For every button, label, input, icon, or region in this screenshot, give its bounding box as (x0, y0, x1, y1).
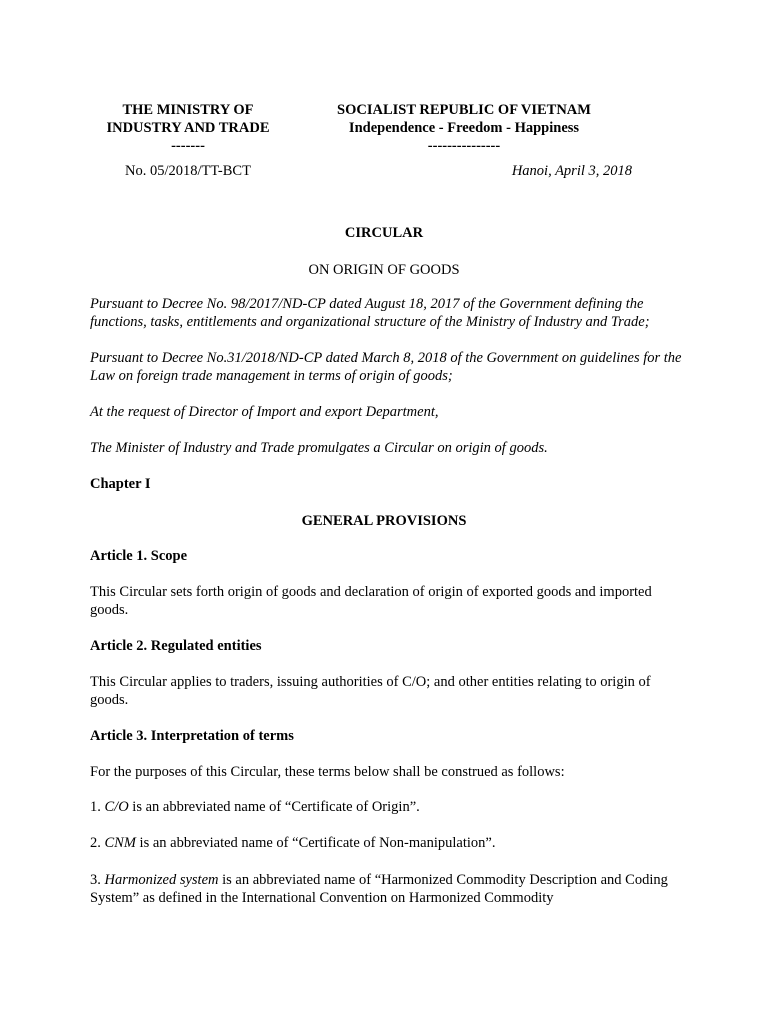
country-name: SOCIALIST REPUBLIC OF VIETNAM (337, 102, 591, 118)
term-item (90, 834, 690, 852)
term-number: 2. (90, 835, 101, 851)
article-body: This Circular applies to traders, issuing authorities of C/O; and other entities relating to origin of goods. (90, 674, 651, 708)
article-heading: Article 3. Interpretation of terms (90, 728, 294, 744)
term-name: Harmonized system (104, 872, 219, 888)
term-definition: is an abbreviated name of “Harmonized Commodity Description and Coding System” as defined in the International Convention on Harmonized Commodity (90, 872, 668, 906)
ministry-name-line1: THE MINISTRY OF (122, 102, 254, 118)
article-body: For the purposes of this Circular, these terms below shall be construed as follows: (90, 764, 565, 780)
chapter-title: GENERAL PROVISIONS (301, 513, 467, 529)
article-body: This Circular sets forth origin of goods and declaration of origin of exported goods and imported goods. (90, 584, 652, 618)
term-definition: is an abbreviated name of “Certificate of Non-manipulation”. (139, 835, 496, 851)
term-item (90, 798, 690, 816)
preamble-paragraph: The Minister of Industry and Trade promulgates a Circular on origin of goods. (90, 440, 548, 456)
term-definition: is an abbreviated name of “Certificate of Origin”. (132, 799, 420, 815)
document-number: No. 05/2018/TT-BCT (125, 163, 251, 179)
ministry-rule: ------- (171, 138, 205, 154)
term-name: CNM (104, 835, 136, 851)
term-item (90, 871, 690, 907)
country-rule: --------------- (427, 138, 501, 154)
ministry-name-line2: INDUSTRY AND TRADE (106, 120, 270, 136)
preamble-paragraph: At the request of Director of Import and export Department, (90, 404, 439, 420)
article-heading: Article 1. Scope (90, 548, 188, 564)
chapter-label: Chapter I (90, 476, 151, 492)
document-title: CIRCULAR (344, 225, 424, 241)
term-number: 1. (90, 799, 101, 815)
preamble-paragraph: Pursuant to Decree No. 98/2017/ND-CP dated August 18, 2017 of the Government defining the functions, tasks, entitlements and organizational structure of the Ministry of Industry and Trade; (90, 296, 650, 330)
preamble-paragraph: Pursuant to Decree No.31/2018/ND-CP dated March 8, 2018 of the Government on guidelines for the Law on foreign trade management in terms of origin of goods; (90, 350, 682, 384)
article-heading: Article 2. Regulated entities (90, 638, 262, 654)
issue-date: Hanoi, April 3, 2018 (511, 163, 632, 179)
term-name: C/O (104, 799, 129, 815)
national-motto: Independence - Freedom - Happiness (348, 120, 580, 136)
document-subtitle: ON ORIGIN OF GOODS (308, 262, 460, 278)
term-number: 3. (90, 872, 101, 888)
